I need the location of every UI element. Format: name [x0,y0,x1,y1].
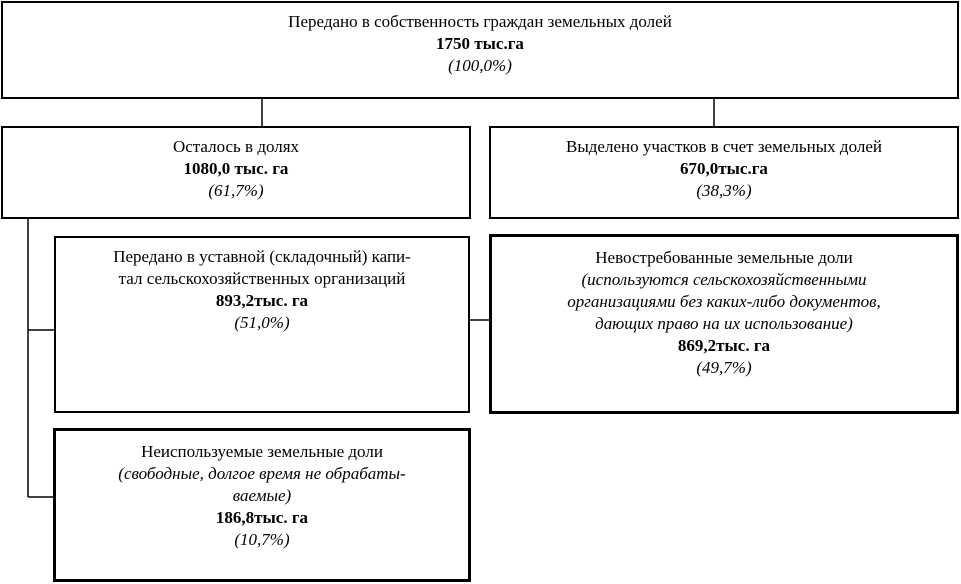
remaining-title: Осталось в долях [172,137,300,156]
unclaimed-value: 869,2тыс. га [677,336,771,355]
allocated-plots-box [489,126,959,219]
unclaimed-percent: (49,7%) [696,358,752,377]
allocated-title: Выделено участков в счет земельных долей [566,137,882,156]
top-box [1,1,959,99]
unused-note-line1: (свободные, долгое время не обрабаты- [118,464,406,483]
allocated-percent: (38,3%) [696,181,752,200]
top-title: Передано в собственность граждан земельных долей [288,12,672,31]
unused-note-line2: ваемые) [232,486,292,505]
charter-capital-box [54,236,470,413]
unused-value: 186,8тыс. га [215,508,309,527]
unclaimed-note-line3: дающих право на их использование) [595,314,853,333]
unclaimed-shares-box [489,234,959,414]
unclaimed-note-line2: организациями без каких-либо документов, [567,292,881,311]
unclaimed-title: Невостребованные земельные доли [595,248,853,267]
charter-title-line2: тал сельскохозяйственных организаций [118,269,406,288]
allocated-value: 670,0тыс.га [680,159,768,178]
remaining-in-shares-box [1,126,471,219]
unused-shares-box [53,428,471,582]
unused-percent: (10,7%) [234,530,290,549]
top-value: 1750 тыс.га [436,34,524,53]
unused-title: Неиспользуемые земельные доли [141,442,383,461]
unclaimed-note-line1: (используются сельскохозяйственными [581,270,867,289]
remaining-value: 1080,0 тыс. га [183,159,289,178]
remaining-percent: (61,7%) [208,181,264,200]
charter-title-line1: Передано в уставной (складочный) капи- [113,247,411,266]
charter-percent: (51,0%) [234,313,290,332]
top-percent: (100,0%) [448,56,512,75]
charter-value: 893,2тыс. га [215,291,309,310]
